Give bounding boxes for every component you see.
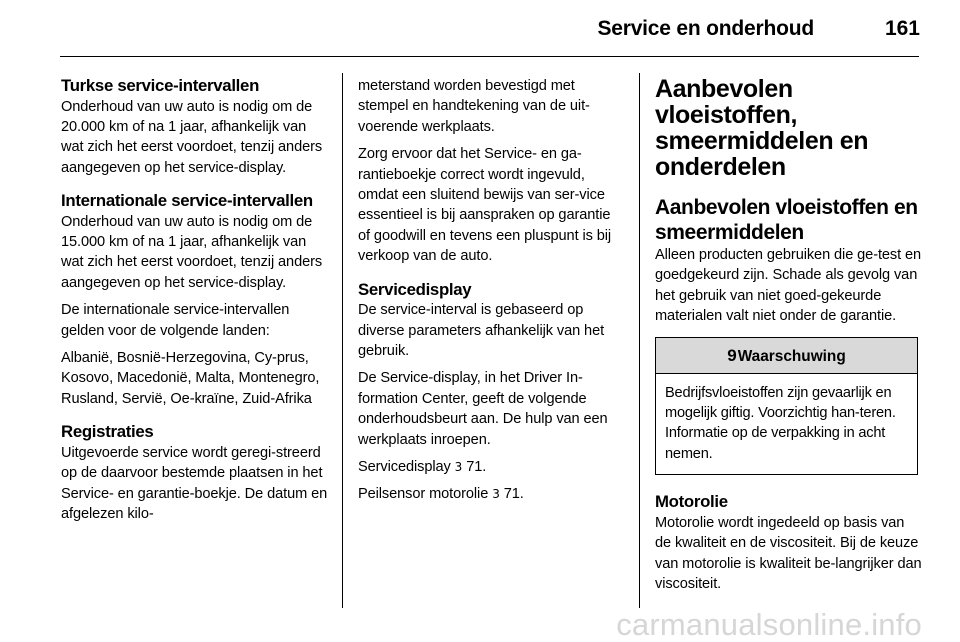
page-reference-icon: 3: [492, 487, 500, 502]
cross-reference-servicedisplay[interactable]: [358, 457, 623, 477]
column-divider-1: [342, 73, 343, 608]
section-heading-registrations: Registraties: [61, 422, 154, 442]
warning-header: [656, 338, 917, 374]
header-rule: [60, 56, 919, 57]
warning-triangle-icon: 9: [727, 345, 737, 365]
paragraph-countries-intro: De internationale service-intervallen gelden voor de volgende landen:: [61, 302, 290, 339]
reference-page: 71.: [466, 459, 487, 475]
warning-box: [655, 337, 918, 476]
section-heading-international-intervals: Internationale service-intervallen: [61, 191, 313, 211]
header-title: Service en onderhoud: [597, 17, 814, 40]
column-3: [655, 76, 923, 594]
chapter-heading: Aanbevolen vloeistoffen, smeermiddelen en onderdelen: [655, 75, 869, 181]
reference-label: Peilsensor motorolie: [358, 486, 489, 503]
paragraph-service-display: De Service-display, in het Driver In-formation Center, geeft de volgende onderhoudsbeurt aan. De hulp van een werkplaats inroepen.: [358, 370, 608, 448]
paragraph-approved-products: Alleen producten gebruiken die ge-test en goedgekeurd zijn. Schade als gevolg van het gebruik van niet goed-gekeurde materialen valt niet onder de garantie.: [655, 247, 922, 325]
column-1: [61, 76, 329, 524]
section-heading-fluids-lubricants: Aanbevolen vloeistoffen en smeermiddelen: [655, 196, 918, 244]
paragraph-registrations: Uitgevoerde service wordt geregi-streerd op de daarvoor bestemde plaatsen in het Service- en garantie-boekje. De datum en afgelezen kilo-: [61, 444, 328, 522]
reference-label: Servicedisplay: [358, 459, 451, 475]
section-heading-servicedisplay: Servicedisplay: [358, 279, 472, 299]
paragraph-engine-oil: Motorolie wordt ingedeeld op basis van de kwaliteit en de viscositeit. Bij de keuze van motorolie is kwaliteit be-langrijker dan viscositeit.: [655, 514, 922, 592]
paragraph-international-intervals: Onderhoud van uw auto is nodig om de 15.000 km of na 1 jaar, afhankelijk van wat zich het eerst voordoet, tenzij anders aangegeven op het service-display.: [61, 213, 323, 291]
paragraph-service-interval: De service-interval is gebaseerd op diverse parameters afhankelijk van het gebruik.: [358, 302, 605, 359]
warning-title: Waarschuwing: [737, 347, 846, 365]
section-heading-engine-oil: Motorolie: [655, 492, 728, 512]
reference-page: 71.: [503, 486, 524, 503]
paragraph-service-booklet: Zorg ervoor dat het Service- en ga-rantieboekje correct wordt ingevuld, omdat een sluitend bewijs van ser-vice essentieel is bij aanspraken op garantie of goodwill en tevens een pluspunt is bij verkoop van de auto.: [358, 146, 612, 265]
watermark: carmanualsonline.info: [616, 607, 922, 642]
paragraph-turkish-intervals: Onderhoud van uw auto is nodig om de 20.000 km of na 1 jaar, afhankelijk van wat zich het eerst voordoet, tenzij anders aangegeven op het service-display.: [61, 98, 323, 176]
column-2: [358, 76, 623, 505]
page-reference-icon: 3: [454, 460, 463, 474]
warning-text: Bedrijfsvloeistoffen zijn gevaarlijk en mogelijk giftig. Voorzichtig han-teren. Informatie op de verpakking in acht nemen.: [665, 384, 896, 462]
section-heading-turkish-intervals: Turkse service-intervallen: [61, 76, 260, 95]
paragraph-registrations-continued: meterstand worden bevestigd met stempel en handtekening van de uit-voerende werkplaats.: [358, 78, 590, 135]
page-number: 161: [884, 17, 920, 40]
paragraph-countries-list: Albanië, Bosnië-Herzegovina, Cy-prus, Kosovo, Macedonië, Malta, Montenegro, Rusland, Servië, Oe-kraïne, Zuid-Afrika: [61, 350, 320, 407]
cross-reference-oil-sensor[interactable]: [358, 484, 623, 504]
column-divider-2: [639, 73, 640, 608]
